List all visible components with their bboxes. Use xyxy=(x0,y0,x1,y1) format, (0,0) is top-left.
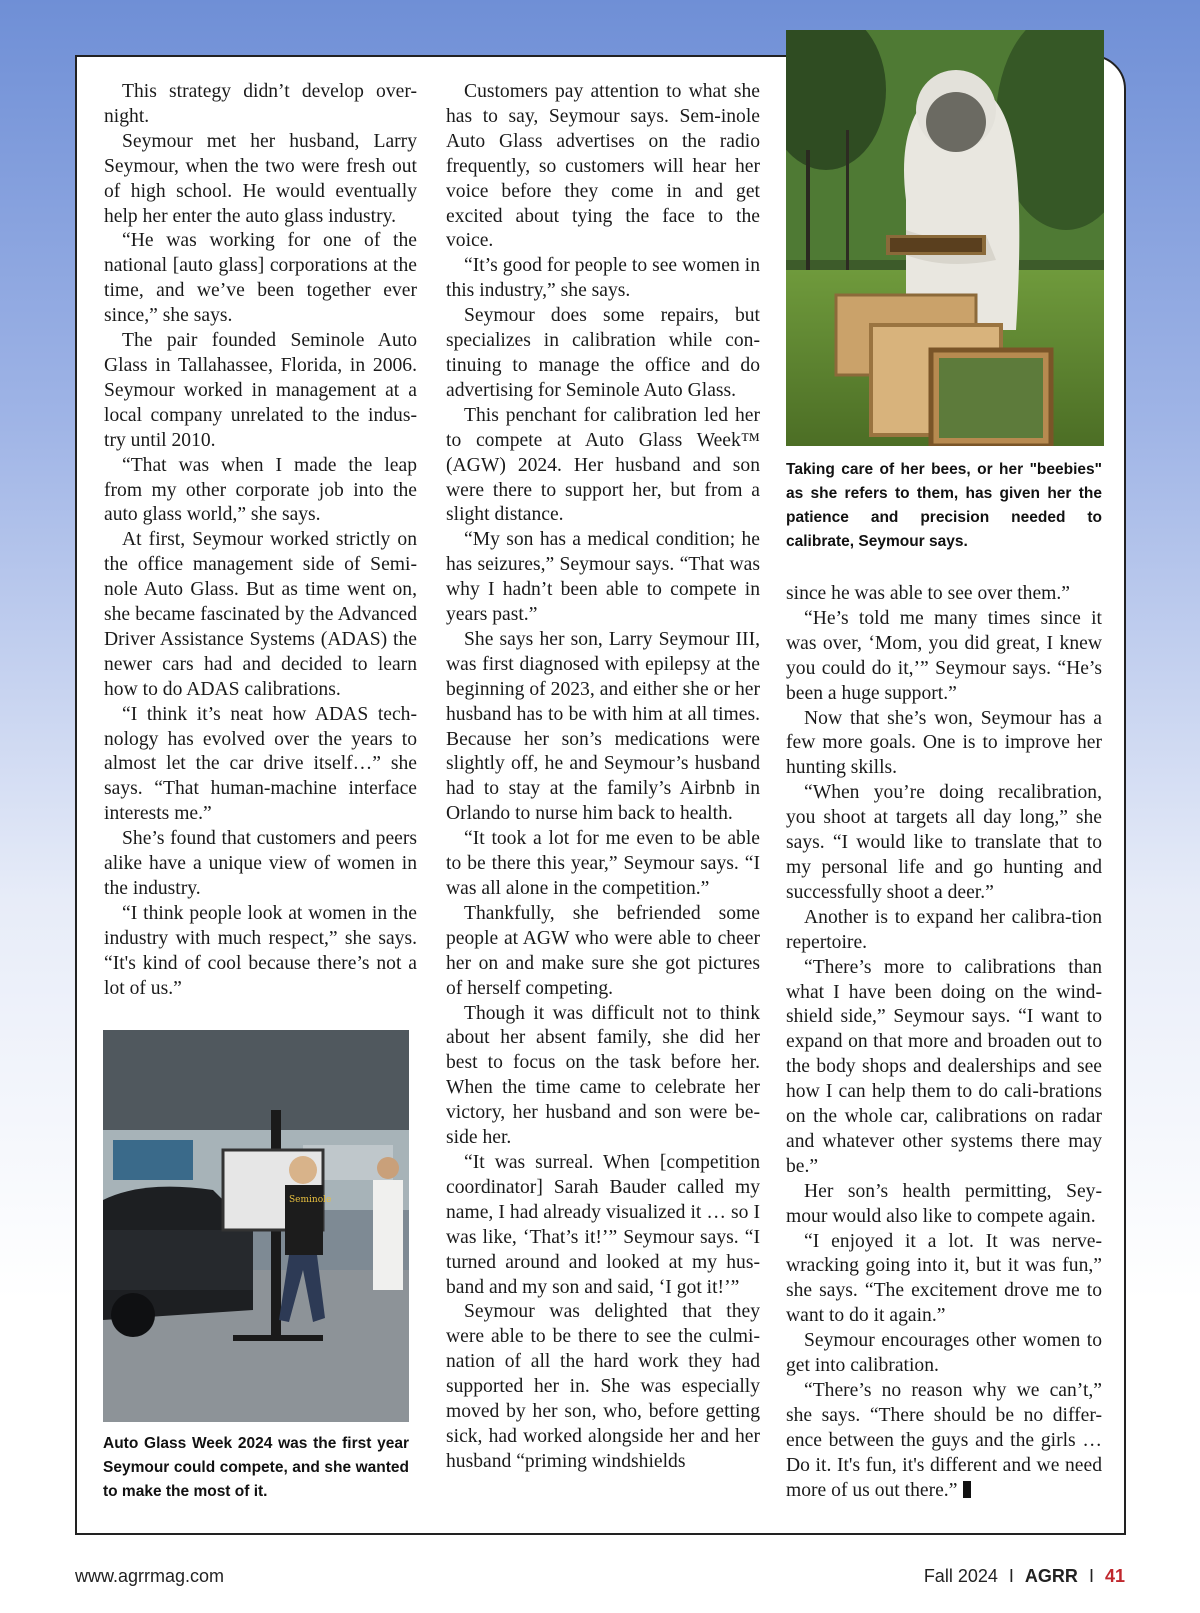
issue-label: Fall 2024 xyxy=(923,1566,998,1586)
beekeeper-photo xyxy=(786,30,1104,446)
paragraph: “When you’re doing recalibration, you shoot at targets all day long,” she says. “I would like to translate that to my personal life and go hunting and successfully shoot a deer.” xyxy=(786,782,1102,903)
agw-photo-caption: Auto Glass Week 2024 was the first year Seymour could compete, and she wanted to make the most of it. xyxy=(103,1435,409,1500)
article-column-1 xyxy=(104,80,417,1002)
paragraph: At first, Seymour worked strictly on the office management side of Semi-nole Auto Glass. But as time went on, she became fascinated by the Advanced Driver Assistance Systems (ADAS) the newer cars had and decided to learn how to do ADAS calibrations. xyxy=(104,529,417,700)
footer-separator: I xyxy=(1088,1566,1094,1586)
paragraph: “I think people look at women in the industry with much respect,” she says. “It's kind of cool because there’s not a lot of us.” xyxy=(104,902,417,999)
paragraph: Seymour met her husband, Larry Seymour, when the two were fresh out of high school. He would eventually help her enter the auto glass industry. xyxy=(104,130,417,227)
brand-name: AGRR xyxy=(1024,1566,1078,1586)
paragraph: “It took a lot for me even to be able to be there this year,” Seymour says. “I was all alone in the competition.” xyxy=(446,828,760,899)
paragraph: “I enjoyed it a lot. It was nerve-wracking going into it, but it was fun,” she says. “The excitement drove me to want to do it again.” xyxy=(786,1230,1102,1327)
paragraph: “That was when I made the leap from my other corporate job into the auto glass world,” she says. xyxy=(104,454,417,526)
paragraph: “He’s told me many times since it was over, ‘Mom, you did great, I knew you could do it,’” Seymour says. “He’s been a huge support.” xyxy=(786,607,1102,704)
paragraph: This strategy didn’t develop over-night. xyxy=(104,81,417,127)
footer-issue-info xyxy=(924,1566,1125,1587)
competition-illustration xyxy=(103,1030,409,1422)
paragraph: Seymour does some repairs, but specializes in calibration while con-tinuing to manage the office and do advertising for Seminole Auto Glass. xyxy=(446,305,760,401)
paragraph-last xyxy=(786,1379,1102,1504)
paragraph: Thankfully, she befriended some people at AGW who were able to cheer her on and make sure she got pictures of herself competing. xyxy=(446,902,760,999)
paragraph: Though it was difficult not to think about her absent family, she did her best to focus on the task before her. When the time came to celebrate her victory, her husband and son were be-side her. xyxy=(446,1002,760,1149)
article-column-3 xyxy=(786,582,1102,1504)
auto-glass-week-photo xyxy=(103,1030,409,1422)
paragraph: Seymour encourages other women to get into calibration. xyxy=(786,1330,1102,1377)
page-number: 41 xyxy=(1104,1566,1125,1586)
paragraph: This penchant for calibration led her to compete at Auto Glass Week™ (AGW) 2024. Her husband and son were there to support her, but from a slight distance. xyxy=(446,404,760,526)
paragraph: “My son has a medical condition; he has seizures,” Seymour says. “That was why I hadn’t been able to compete in years past.” xyxy=(446,529,760,626)
paragraph: Seymour was delighted that they were able to be there to see the culmi-nation of all the hard work they had supported her in. She was especially moved by her son, who, before getting sick, had worked alongside her and her husband “priming windshields xyxy=(446,1301,760,1472)
paragraph: Another is to expand her calibra-tion repertoire. xyxy=(786,906,1102,953)
shirt-text: Seminole xyxy=(289,1195,332,1205)
paragraph: “There’s more to calibrations than what I have been doing on the wind-shield side,” Seymour says. “I want to expand on that more and broaden out to the body shops and dealerships and see how I can help them to do cali-brations on the whole car, calibrations on radar and whatever other systems there may be.” xyxy=(786,956,1102,1177)
paragraph: Now that she’s won, Seymour has a few more goals. One is to improve her hunting skills. xyxy=(786,707,1102,779)
article-column-2 xyxy=(446,80,760,1475)
bee-photo-caption: Taking care of her bees, or her "beebies" as she refers to them, has given her the patience and precision needed to calibrate, Seymour says. xyxy=(786,461,1102,550)
beekeeper-illustration xyxy=(786,30,1104,446)
paragraph-text: “There’s no reason why we can’t,” she says. “There should be no differ-ence between the guys and the girls … Do it. It's fun, it's different and we need more of us out there.” xyxy=(786,1380,1102,1501)
paragraph: “I think it’s neat how ADAS tech-nology has evolved over the years to almost let the car drive itself…” she says. “That human-machine interface interests me.” xyxy=(104,703,417,825)
paragraph: The pair founded Seminole Auto Glass in Tallahassee, Florida, in 2006. Seymour worked in management at a local company unrelated to the indus-try until 2010. xyxy=(104,330,417,451)
footer-separator: I xyxy=(1008,1566,1014,1586)
paragraph: “It’s good for people to see women in this industry,” she says. xyxy=(446,255,760,302)
paragraph: She’s found that customers and peers alike have a unique view of women in the industry. xyxy=(104,828,417,899)
paragraph: She says her son, Larry Seymour III, was first diagnosed with epilepsy at the beginning of 2023, and either she or her husband has to be with him at all times. Because her son’s medications were slightly off, he and Seymour’s husband had to stay at the family’s Airbnb in Orlando to nurse him back to health. xyxy=(446,628,760,825)
paragraph: “It was surreal. When [competition coordinator] Sarah Bauder called my name, I had already visualized it … so I was like, ‘That’s it!’” Seymour says. “I turned around and looked at my hus-band and my son and said, ‘I got it!’” xyxy=(446,1151,760,1298)
paragraph: Her son’s health permitting, Sey-mour would also like to compete again. xyxy=(786,1180,1102,1227)
end-of-article-mark xyxy=(963,1481,971,1498)
paragraph: Customers pay attention to what she has to say, Seymour says. Sem-inole Auto Glass advertises on the radio frequently, so customers will hear her voice before they come in and get excited about tying the face to the voice. xyxy=(446,81,760,252)
paragraph: since he was able to see over them.” xyxy=(786,583,1070,604)
paragraph: “He was working for one of the national [auto glass] corporations at the time, and we’ve been together ever since,” she says. xyxy=(104,230,417,327)
footer-url: www.agrrmag.com xyxy=(75,1566,225,1586)
